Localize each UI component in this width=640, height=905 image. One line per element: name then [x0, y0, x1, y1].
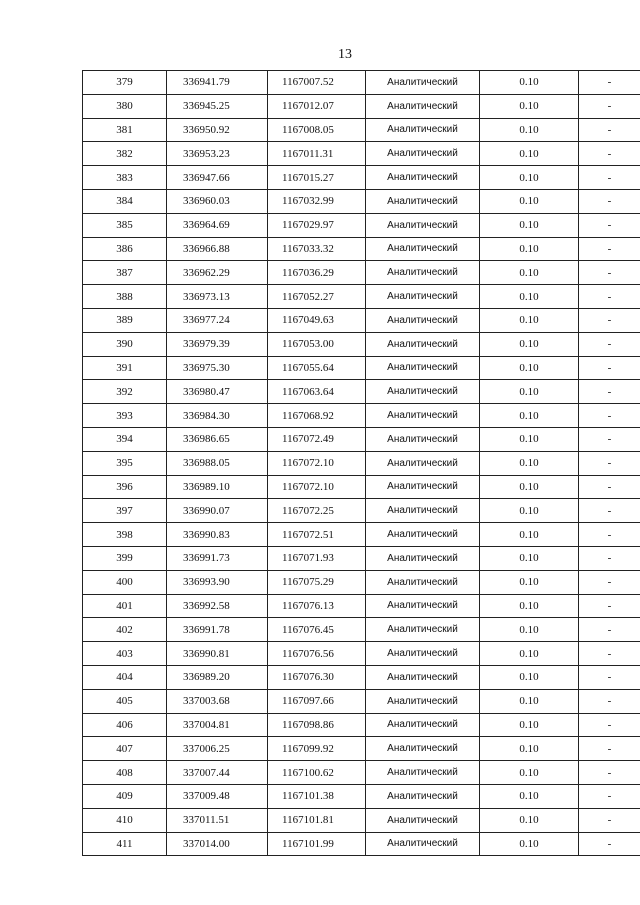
- x-coordinate-cell: 336979.39: [167, 332, 268, 356]
- method-cell: Аналитический: [366, 523, 480, 547]
- method-cell: Аналитический: [366, 94, 480, 118]
- accuracy-cell: 0.10: [480, 189, 579, 213]
- table-row: [83, 618, 640, 642]
- accuracy-cell: 0.10: [480, 808, 579, 832]
- y-coordinate-cell: 1167068.92: [268, 404, 366, 428]
- accuracy-cell: 0.10: [480, 118, 579, 142]
- table-row: [83, 427, 640, 451]
- point-number-cell: 398: [83, 523, 167, 547]
- note-cell: -: [579, 808, 640, 832]
- y-coordinate-cell: 1167098.86: [268, 713, 366, 737]
- method-cell: Аналитический: [366, 689, 480, 713]
- x-coordinate-cell: 336966.88: [167, 237, 268, 261]
- x-coordinate-cell: 336977.24: [167, 308, 268, 332]
- method-cell: Аналитический: [366, 166, 480, 190]
- accuracy-cell: 0.10: [480, 427, 579, 451]
- point-number-cell: 392: [83, 380, 167, 404]
- note-cell: -: [579, 713, 640, 737]
- point-number-cell: 403: [83, 642, 167, 666]
- accuracy-cell: 0.10: [480, 237, 579, 261]
- method-cell: Аналитический: [366, 427, 480, 451]
- note-cell: -: [579, 523, 640, 547]
- accuracy-cell: 0.10: [480, 475, 579, 499]
- x-coordinate-cell: 336975.30: [167, 356, 268, 380]
- note-cell: -: [579, 404, 640, 428]
- note-cell: -: [579, 261, 640, 285]
- method-cell: Аналитический: [366, 261, 480, 285]
- accuracy-cell: 0.10: [480, 142, 579, 166]
- table-row: [83, 189, 640, 213]
- x-coordinate-cell: 336960.03: [167, 189, 268, 213]
- table-row: [83, 118, 640, 142]
- point-number-cell: 382: [83, 142, 167, 166]
- y-coordinate-cell: 1167033.32: [268, 237, 366, 261]
- method-cell: Аналитический: [366, 737, 480, 761]
- coordinates-table: [82, 70, 640, 856]
- point-number-cell: 406: [83, 713, 167, 737]
- x-coordinate-cell: 336945.25: [167, 94, 268, 118]
- table-row: [83, 761, 640, 785]
- table-row: [83, 832, 640, 856]
- x-coordinate-cell: 336973.13: [167, 285, 268, 309]
- y-coordinate-cell: 1167052.27: [268, 285, 366, 309]
- point-number-cell: 379: [83, 71, 167, 95]
- table-row: [83, 166, 640, 190]
- x-coordinate-cell: 336953.23: [167, 142, 268, 166]
- point-number-cell: 405: [83, 689, 167, 713]
- table-row: [83, 784, 640, 808]
- y-coordinate-cell: 1167015.27: [268, 166, 366, 190]
- table-row: [83, 546, 640, 570]
- y-coordinate-cell: 1167071.93: [268, 546, 366, 570]
- table-row: [83, 285, 640, 309]
- table-row: [83, 142, 640, 166]
- x-coordinate-cell: 336988.05: [167, 451, 268, 475]
- note-cell: -: [579, 189, 640, 213]
- x-coordinate-cell: 337014.00: [167, 832, 268, 856]
- point-number-cell: 383: [83, 166, 167, 190]
- x-coordinate-cell: 336989.20: [167, 665, 268, 689]
- table-row: [83, 594, 640, 618]
- y-coordinate-cell: 1167076.45: [268, 618, 366, 642]
- point-number-cell: 389: [83, 308, 167, 332]
- point-number-cell: 397: [83, 499, 167, 523]
- point-number-cell: 387: [83, 261, 167, 285]
- x-coordinate-cell: 336962.29: [167, 261, 268, 285]
- note-cell: -: [579, 451, 640, 475]
- method-cell: Аналитический: [366, 356, 480, 380]
- accuracy-cell: 0.10: [480, 285, 579, 309]
- note-cell: -: [579, 499, 640, 523]
- accuracy-cell: 0.10: [480, 570, 579, 594]
- x-coordinate-cell: 336947.66: [167, 166, 268, 190]
- method-cell: Аналитический: [366, 499, 480, 523]
- accuracy-cell: 0.10: [480, 546, 579, 570]
- page-number: 13: [338, 47, 352, 62]
- point-number-cell: 380: [83, 94, 167, 118]
- note-cell: -: [579, 166, 640, 190]
- accuracy-cell: 0.10: [480, 213, 579, 237]
- method-cell: Аналитический: [366, 570, 480, 594]
- table-row: [83, 332, 640, 356]
- method-cell: Аналитический: [366, 784, 480, 808]
- accuracy-cell: 0.10: [480, 380, 579, 404]
- note-cell: -: [579, 142, 640, 166]
- note-cell: -: [579, 737, 640, 761]
- method-cell: Аналитический: [366, 618, 480, 642]
- table-row: [83, 737, 640, 761]
- method-cell: Аналитический: [366, 213, 480, 237]
- accuracy-cell: 0.10: [480, 784, 579, 808]
- x-coordinate-cell: 337007.44: [167, 761, 268, 785]
- table-row: [83, 237, 640, 261]
- y-coordinate-cell: 1167099.92: [268, 737, 366, 761]
- note-cell: -: [579, 570, 640, 594]
- table-row: [83, 570, 640, 594]
- point-number-cell: 409: [83, 784, 167, 808]
- accuracy-cell: 0.10: [480, 71, 579, 95]
- y-coordinate-cell: 1167101.38: [268, 784, 366, 808]
- table-row: [83, 380, 640, 404]
- method-cell: Аналитический: [366, 761, 480, 785]
- point-number-cell: 411: [83, 832, 167, 856]
- x-coordinate-cell: 336989.10: [167, 475, 268, 499]
- x-coordinate-cell: 337006.25: [167, 737, 268, 761]
- method-cell: Аналитический: [366, 665, 480, 689]
- y-coordinate-cell: 1167072.25: [268, 499, 366, 523]
- point-number-cell: 396: [83, 475, 167, 499]
- note-cell: -: [579, 784, 640, 808]
- note-cell: -: [579, 94, 640, 118]
- note-cell: -: [579, 427, 640, 451]
- x-coordinate-cell: 337004.81: [167, 713, 268, 737]
- x-coordinate-cell: 336964.69: [167, 213, 268, 237]
- y-coordinate-cell: 1167076.56: [268, 642, 366, 666]
- table-row: [83, 213, 640, 237]
- note-cell: -: [579, 594, 640, 618]
- accuracy-cell: 0.10: [480, 594, 579, 618]
- note-cell: -: [579, 237, 640, 261]
- accuracy-cell: 0.10: [480, 404, 579, 428]
- note-cell: -: [579, 308, 640, 332]
- y-coordinate-cell: 1167012.07: [268, 94, 366, 118]
- point-number-cell: 395: [83, 451, 167, 475]
- method-cell: Аналитический: [366, 475, 480, 499]
- y-coordinate-cell: 1167100.62: [268, 761, 366, 785]
- x-coordinate-cell: 336984.30: [167, 404, 268, 428]
- note-cell: -: [579, 642, 640, 666]
- accuracy-cell: 0.10: [480, 308, 579, 332]
- note-cell: -: [579, 618, 640, 642]
- y-coordinate-cell: 1167029.97: [268, 213, 366, 237]
- point-number-cell: 399: [83, 546, 167, 570]
- point-number-cell: 401: [83, 594, 167, 618]
- method-cell: Аналитический: [366, 380, 480, 404]
- y-coordinate-cell: 1167049.63: [268, 308, 366, 332]
- table-row: [83, 308, 640, 332]
- accuracy-cell: 0.10: [480, 166, 579, 190]
- accuracy-cell: 0.10: [480, 618, 579, 642]
- table-row: [83, 689, 640, 713]
- y-coordinate-cell: 1167007.52: [268, 71, 366, 95]
- x-coordinate-cell: 336990.81: [167, 642, 268, 666]
- method-cell: Аналитический: [366, 642, 480, 666]
- note-cell: -: [579, 332, 640, 356]
- note-cell: -: [579, 761, 640, 785]
- table-row: [83, 713, 640, 737]
- x-coordinate-cell: 337011.51: [167, 808, 268, 832]
- method-cell: Аналитический: [366, 308, 480, 332]
- y-coordinate-cell: 1167072.51: [268, 523, 366, 547]
- table-row: [83, 475, 640, 499]
- note-cell: -: [579, 71, 640, 95]
- accuracy-cell: 0.10: [480, 261, 579, 285]
- y-coordinate-cell: 1167008.05: [268, 118, 366, 142]
- accuracy-cell: 0.10: [480, 499, 579, 523]
- y-coordinate-cell: 1167032.99: [268, 189, 366, 213]
- x-coordinate-cell: 336990.07: [167, 499, 268, 523]
- point-number-cell: 408: [83, 761, 167, 785]
- accuracy-cell: 0.10: [480, 665, 579, 689]
- note-cell: -: [579, 380, 640, 404]
- point-number-cell: 402: [83, 618, 167, 642]
- y-coordinate-cell: 1167101.81: [268, 808, 366, 832]
- y-coordinate-cell: 1167076.13: [268, 594, 366, 618]
- point-number-cell: 385: [83, 213, 167, 237]
- table-row: [83, 642, 640, 666]
- table-row: [83, 523, 640, 547]
- accuracy-cell: 0.10: [480, 356, 579, 380]
- y-coordinate-cell: 1167055.64: [268, 356, 366, 380]
- x-coordinate-cell: 337009.48: [167, 784, 268, 808]
- y-coordinate-cell: 1167011.31: [268, 142, 366, 166]
- point-number-cell: 386: [83, 237, 167, 261]
- y-coordinate-cell: 1167072.10: [268, 451, 366, 475]
- point-number-cell: 410: [83, 808, 167, 832]
- method-cell: Аналитический: [366, 118, 480, 142]
- method-cell: Аналитический: [366, 71, 480, 95]
- y-coordinate-cell: 1167036.29: [268, 261, 366, 285]
- note-cell: -: [579, 546, 640, 570]
- method-cell: Аналитический: [366, 546, 480, 570]
- note-cell: -: [579, 213, 640, 237]
- accuracy-cell: 0.10: [480, 642, 579, 666]
- accuracy-cell: 0.10: [480, 737, 579, 761]
- table-row: [83, 451, 640, 475]
- table-row: [83, 356, 640, 380]
- table-row: [83, 808, 640, 832]
- point-number-cell: 404: [83, 665, 167, 689]
- point-number-cell: 393: [83, 404, 167, 428]
- method-cell: Аналитический: [366, 285, 480, 309]
- method-cell: Аналитический: [366, 237, 480, 261]
- y-coordinate-cell: 1167053.00: [268, 332, 366, 356]
- method-cell: Аналитический: [366, 189, 480, 213]
- table-row: [83, 404, 640, 428]
- accuracy-cell: 0.10: [480, 713, 579, 737]
- method-cell: Аналитический: [366, 594, 480, 618]
- y-coordinate-cell: 1167072.49: [268, 427, 366, 451]
- x-coordinate-cell: 336991.78: [167, 618, 268, 642]
- method-cell: Аналитический: [366, 404, 480, 428]
- x-coordinate-cell: 336986.65: [167, 427, 268, 451]
- note-cell: -: [579, 475, 640, 499]
- point-number-cell: 388: [83, 285, 167, 309]
- table-row: [83, 261, 640, 285]
- table-row: [83, 499, 640, 523]
- method-cell: Аналитический: [366, 832, 480, 856]
- table-row: [83, 71, 640, 95]
- point-number-cell: 381: [83, 118, 167, 142]
- x-coordinate-cell: 336980.47: [167, 380, 268, 404]
- note-cell: -: [579, 689, 640, 713]
- accuracy-cell: 0.10: [480, 689, 579, 713]
- point-number-cell: 407: [83, 737, 167, 761]
- coordinates-table-body: [83, 71, 640, 856]
- note-cell: -: [579, 118, 640, 142]
- y-coordinate-cell: 1167097.66: [268, 689, 366, 713]
- accuracy-cell: 0.10: [480, 94, 579, 118]
- table-row: [83, 94, 640, 118]
- point-number-cell: 400: [83, 570, 167, 594]
- x-coordinate-cell: 336941.79: [167, 71, 268, 95]
- y-coordinate-cell: 1167063.64: [268, 380, 366, 404]
- table-row: [83, 665, 640, 689]
- method-cell: Аналитический: [366, 808, 480, 832]
- x-coordinate-cell: 336993.90: [167, 570, 268, 594]
- accuracy-cell: 0.10: [480, 332, 579, 356]
- x-coordinate-cell: 337003.68: [167, 689, 268, 713]
- method-cell: Аналитический: [366, 451, 480, 475]
- y-coordinate-cell: 1167101.99: [268, 832, 366, 856]
- x-coordinate-cell: 336990.83: [167, 523, 268, 547]
- point-number-cell: 391: [83, 356, 167, 380]
- x-coordinate-cell: 336991.73: [167, 546, 268, 570]
- point-number-cell: 394: [83, 427, 167, 451]
- y-coordinate-cell: 1167072.10: [268, 475, 366, 499]
- y-coordinate-cell: 1167076.30: [268, 665, 366, 689]
- note-cell: -: [579, 356, 640, 380]
- note-cell: -: [579, 665, 640, 689]
- note-cell: -: [579, 285, 640, 309]
- x-coordinate-cell: 336992.58: [167, 594, 268, 618]
- accuracy-cell: 0.10: [480, 523, 579, 547]
- note-cell: -: [579, 832, 640, 856]
- point-number-cell: 390: [83, 332, 167, 356]
- x-coordinate-cell: 336950.92: [167, 118, 268, 142]
- accuracy-cell: 0.10: [480, 832, 579, 856]
- accuracy-cell: 0.10: [480, 451, 579, 475]
- y-coordinate-cell: 1167075.29: [268, 570, 366, 594]
- method-cell: Аналитический: [366, 142, 480, 166]
- accuracy-cell: 0.10: [480, 761, 579, 785]
- point-number-cell: 384: [83, 189, 167, 213]
- method-cell: Аналитический: [366, 332, 480, 356]
- method-cell: Аналитический: [366, 713, 480, 737]
